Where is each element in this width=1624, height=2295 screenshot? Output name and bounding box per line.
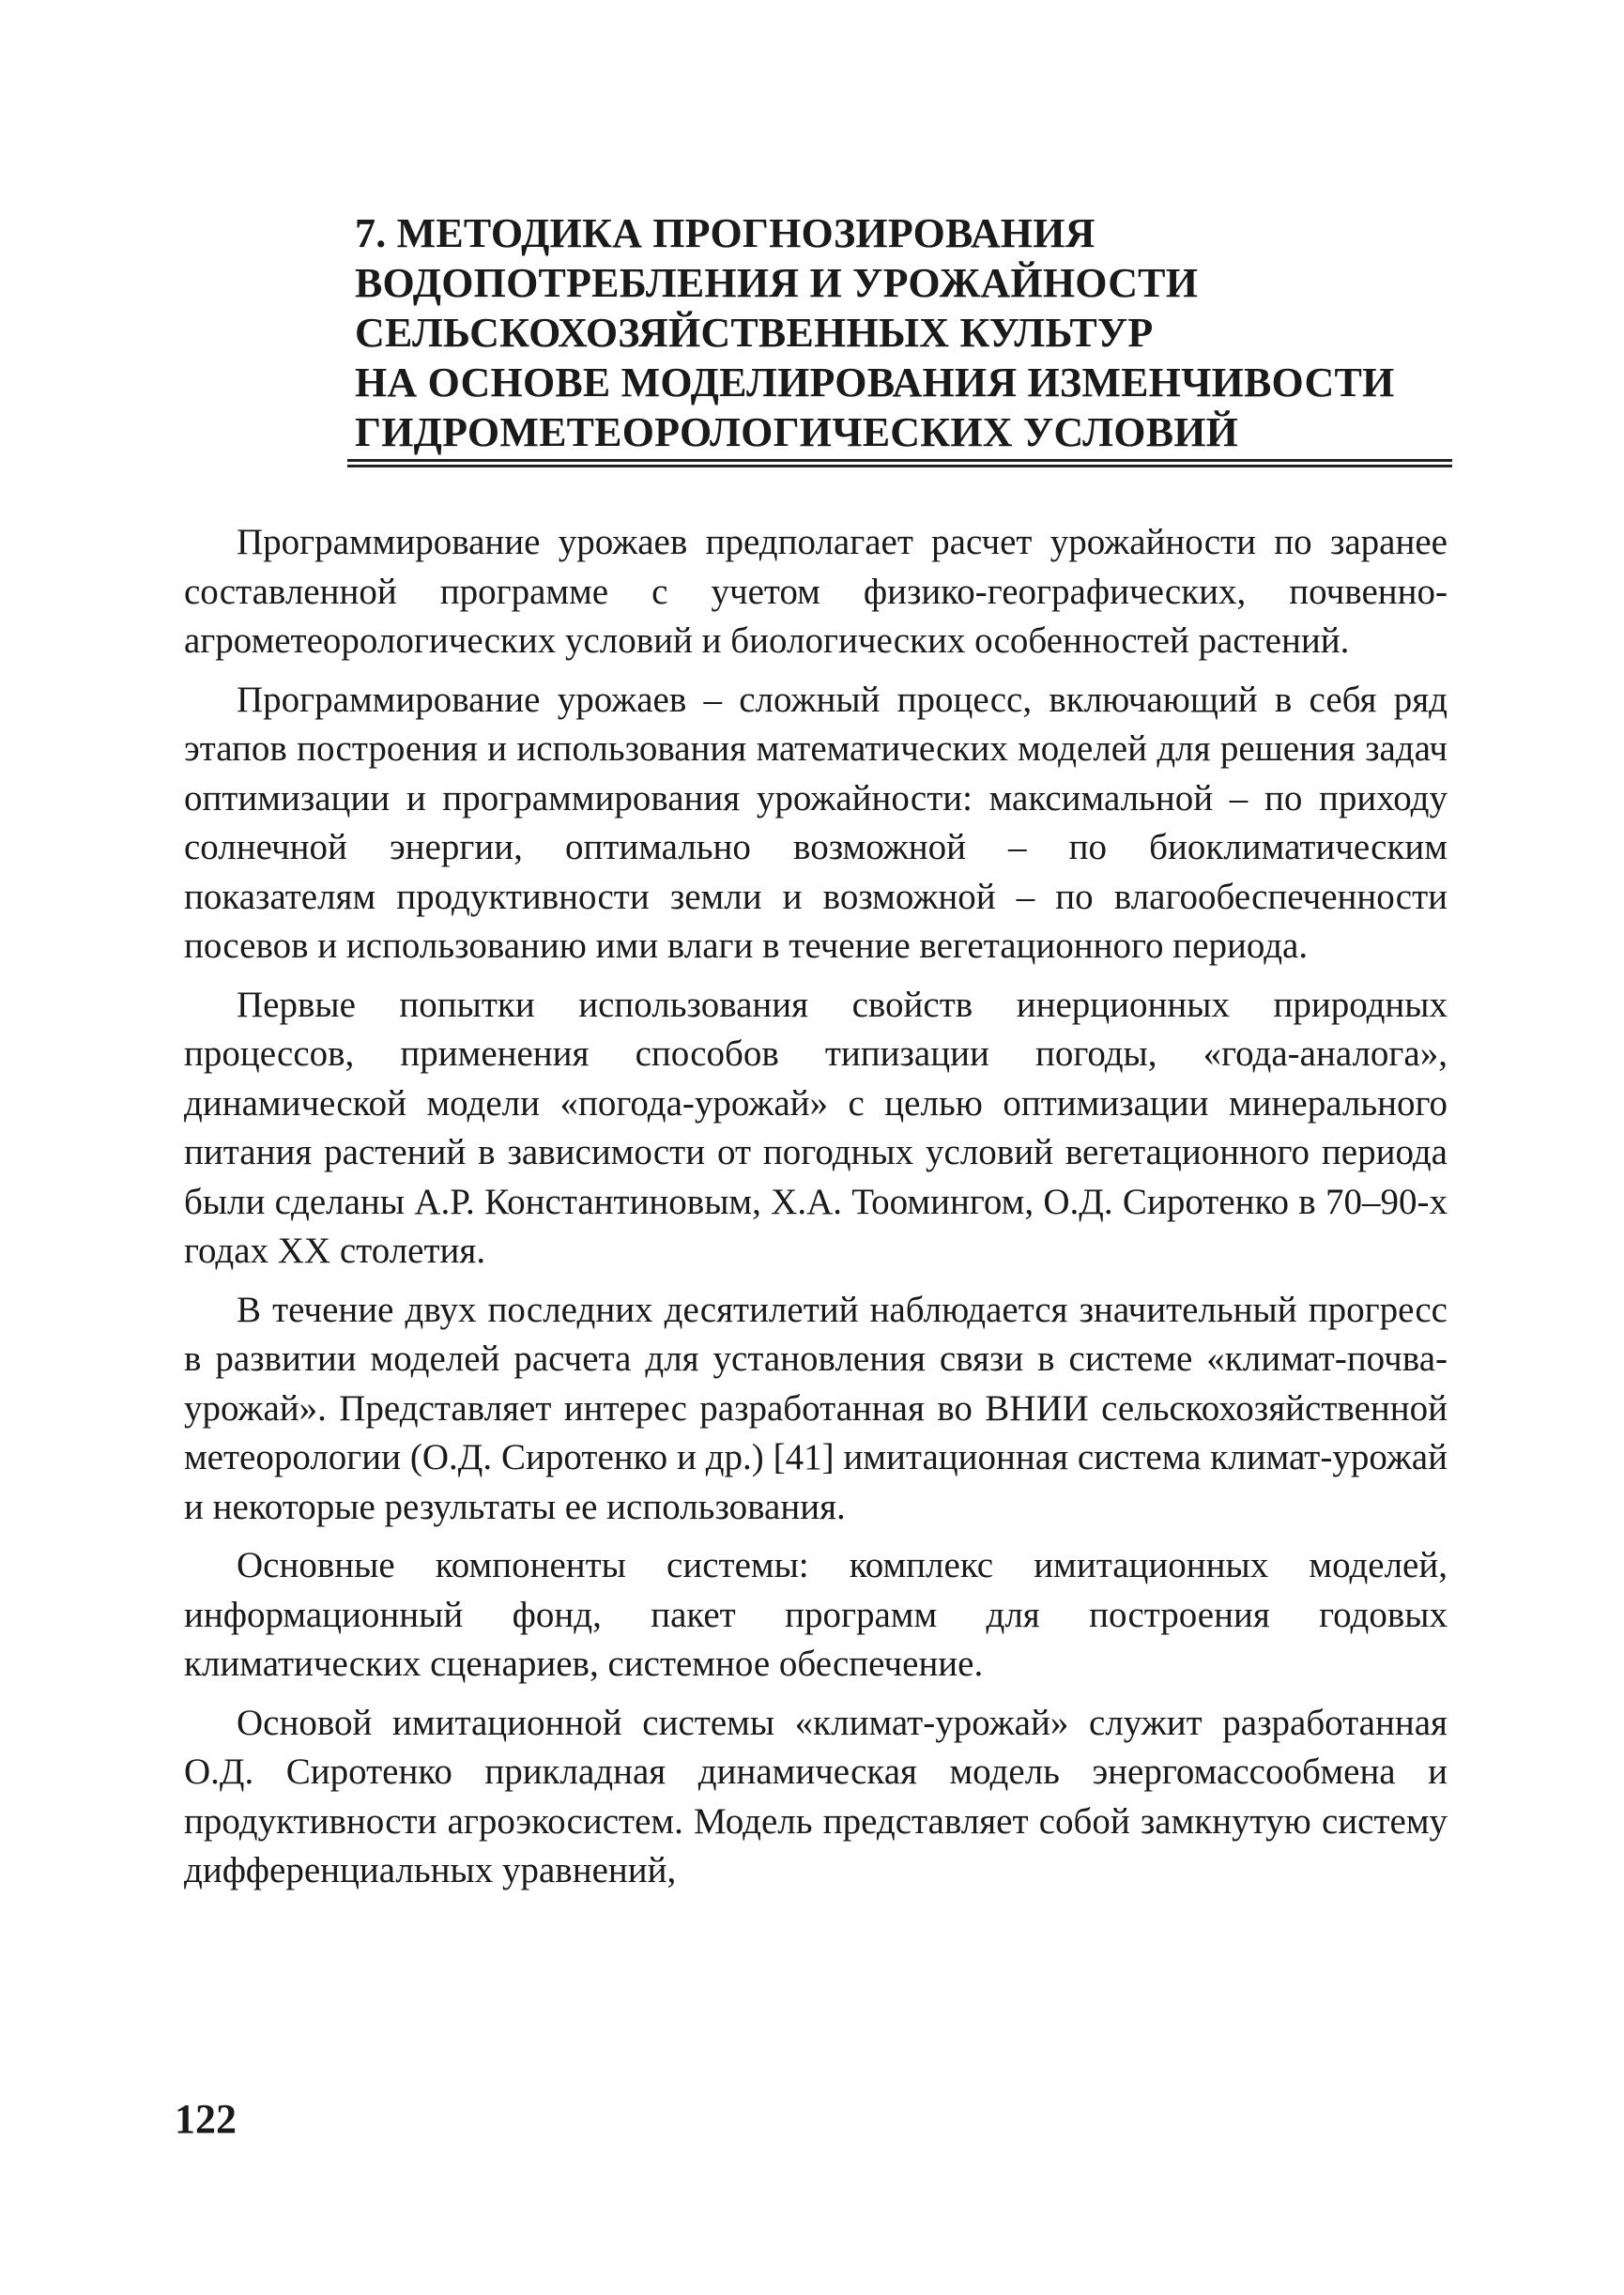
chapter-title-line: ВОДОПОТРЕБЛЕНИЯ И УРОЖАЙНОСТИ [355,260,1199,306]
chapter-title [355,208,1463,457]
paragraph: Основой имитационной системы «климат-урожай» служит разработанная О.Д. Сиротенко прикладная динамическая модель энергомассообмена и продуктивности агроэкосистем. Модель представляет собой замкнутую систему дифференциальных уравнений, [184,1702,1448,1890]
title-double-rule [347,459,1452,467]
paragraph: Первые попытки использования свойств инерционных природных процессов, применения способов типизации погоды, «года-аналога», динамической модели «погода-урожай» с целью оптимизации минерального питания растений в зависимости от погодных условий вегетационного периода были сделаны А.Р. Константиновым, Х.А. Тоомингом, О.Д. Сиротенко в 70–90-х годах XX столетия. [184,984,1448,1271]
chapter-title-line: 7. МЕТОДИКА ПРОГНОЗИРОВАНИЯ [355,210,1095,256]
chapter-title-line: СЕЛЬСКОХОЗЯЙСТВЕННЫХ КУЛЬТУР [355,310,1154,356]
page-number: 122 [175,2096,237,2142]
chapter-title-line: ГИДРОМЕТЕОРОЛОГИЧЕСКИХ УСЛОВИЙ [355,409,1239,455]
paragraph: Программирование урожаев предполагает расчет урожайности по заранее составленной программе с учетом физико-географических, почвенно-агрометеорологических условий и биологических особенностей растений. [184,522,1448,661]
paragraph: Основные компоненты системы: комплекс имитационных моделей, информационный фонд, пакет программ для построения годовых климатических сценариев, системное обеспечение. [184,1545,1448,1684]
paragraph: Программирование урожаев – сложный процесс, включающий в себя ряд этапов построения и использования математических моделей для решения задач оптимизации и программирования урожайности: максимальной – по приходу солнечной энергии, оптимально возможной – по биоклиматическим показателям продуктивности земли и возможной – по влагообеспеченности посевов и использованию ими влаги в течение вегетационного периода. [184,679,1448,966]
paragraph: В течение двух последних десятилетий наблюдается значительный прогресс в развитии моделей расчета для установления связи в системе «климат-почва-урожай». Представляет интерес разработанная во ВНИИ сельскохозяйственной метеорологии (О.Д. Сиротенко и др.) [41] имитационная система климат-урожай и некоторые результаты ее использования. [184,1289,1448,1527]
body-text [184,518,1448,1905]
chapter-title-line: НА ОСНОВЕ МОДЕЛИРОВАНИЯ ИЗМЕНЧИВОСТИ [355,360,1395,405]
